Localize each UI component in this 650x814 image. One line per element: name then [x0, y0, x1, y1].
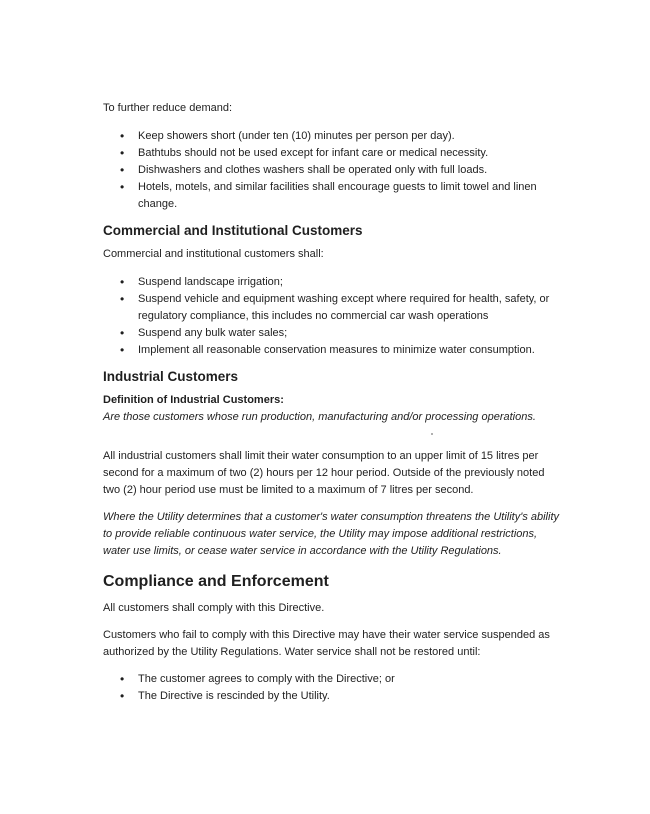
compliance-para-2: Customers who fail to comply with this Directive may have their water service suspended as authorized by the Utility Regulations. Water service shall not be restored until:: [103, 629, 550, 658]
list-item: • Suspend any bulk water sales;: [138, 325, 563, 342]
demand-bullet-list: [103, 128, 563, 213]
list-item: • Bathtubs should not be used except for infant care or medical necessity.: [138, 145, 563, 162]
list-item: • Implement all reasonable conservation measures to minimize water consumption.: [138, 342, 563, 359]
utility-paragraph: Where the Utility determines that a customer's water consumption threatens the Utility's ability to provide reliable continuous water service, the Utility may impose additional restrictions, water use limits, or cease water service in accordance with the Utility Regulations.: [103, 511, 560, 557]
compliance-bullet-list: [103, 671, 563, 705]
compliance-para-1: All customers shall comply with this Directive.: [103, 602, 325, 614]
list-item: • The customer agrees to comply with the Directive; or: [138, 671, 563, 688]
list-item: • Hotels, motels, and similar facilities shall encourage guests to limit towel and linen change.: [138, 179, 563, 213]
compliance-heading: Compliance and Enforcement: [103, 573, 329, 590]
list-item: • The Directive is rescinded by the Utility.: [138, 688, 563, 705]
commercial-heading: Commercial and Institutional Customers: [103, 223, 363, 238]
industrial-definition-text: Are those customers whose run production, manufacturing and/or processing operations.: [103, 411, 536, 423]
commercial-bullet-list: [103, 274, 563, 359]
demand-intro: To further reduce demand:: [103, 102, 233, 114]
commercial-intro: Commercial and institutional customers shall:: [103, 248, 324, 260]
scan-speck: [431, 433, 433, 435]
list-item: • Suspend landscape irrigation;: [138, 274, 563, 291]
industrial-definition-label: Definition of Industrial Customers:: [103, 394, 284, 406]
list-item: • Suspend vehicle and equipment washing except where required for health, safety, or regulatory compliance, this includes no commercial car wash operations: [138, 291, 563, 325]
spacer: [103, 426, 563, 448]
industrial-limit-paragraph: All industrial customers shall limit their water consumption to an upper limit of 15 litres per second for a maximum of two (2) hours per 12 hour period. Outside of the previously noted two (2) hour period use must be limited to a maximum of 7 litres per second.: [103, 450, 545, 496]
document-page: [103, 100, 563, 705]
list-item: • Dishwashers and clothes washers shall be operated only with full loads.: [138, 162, 563, 179]
industrial-heading: Industrial Customers: [103, 369, 239, 384]
list-item: • Keep showers short (under ten (10) minutes per person per day).: [138, 128, 563, 145]
